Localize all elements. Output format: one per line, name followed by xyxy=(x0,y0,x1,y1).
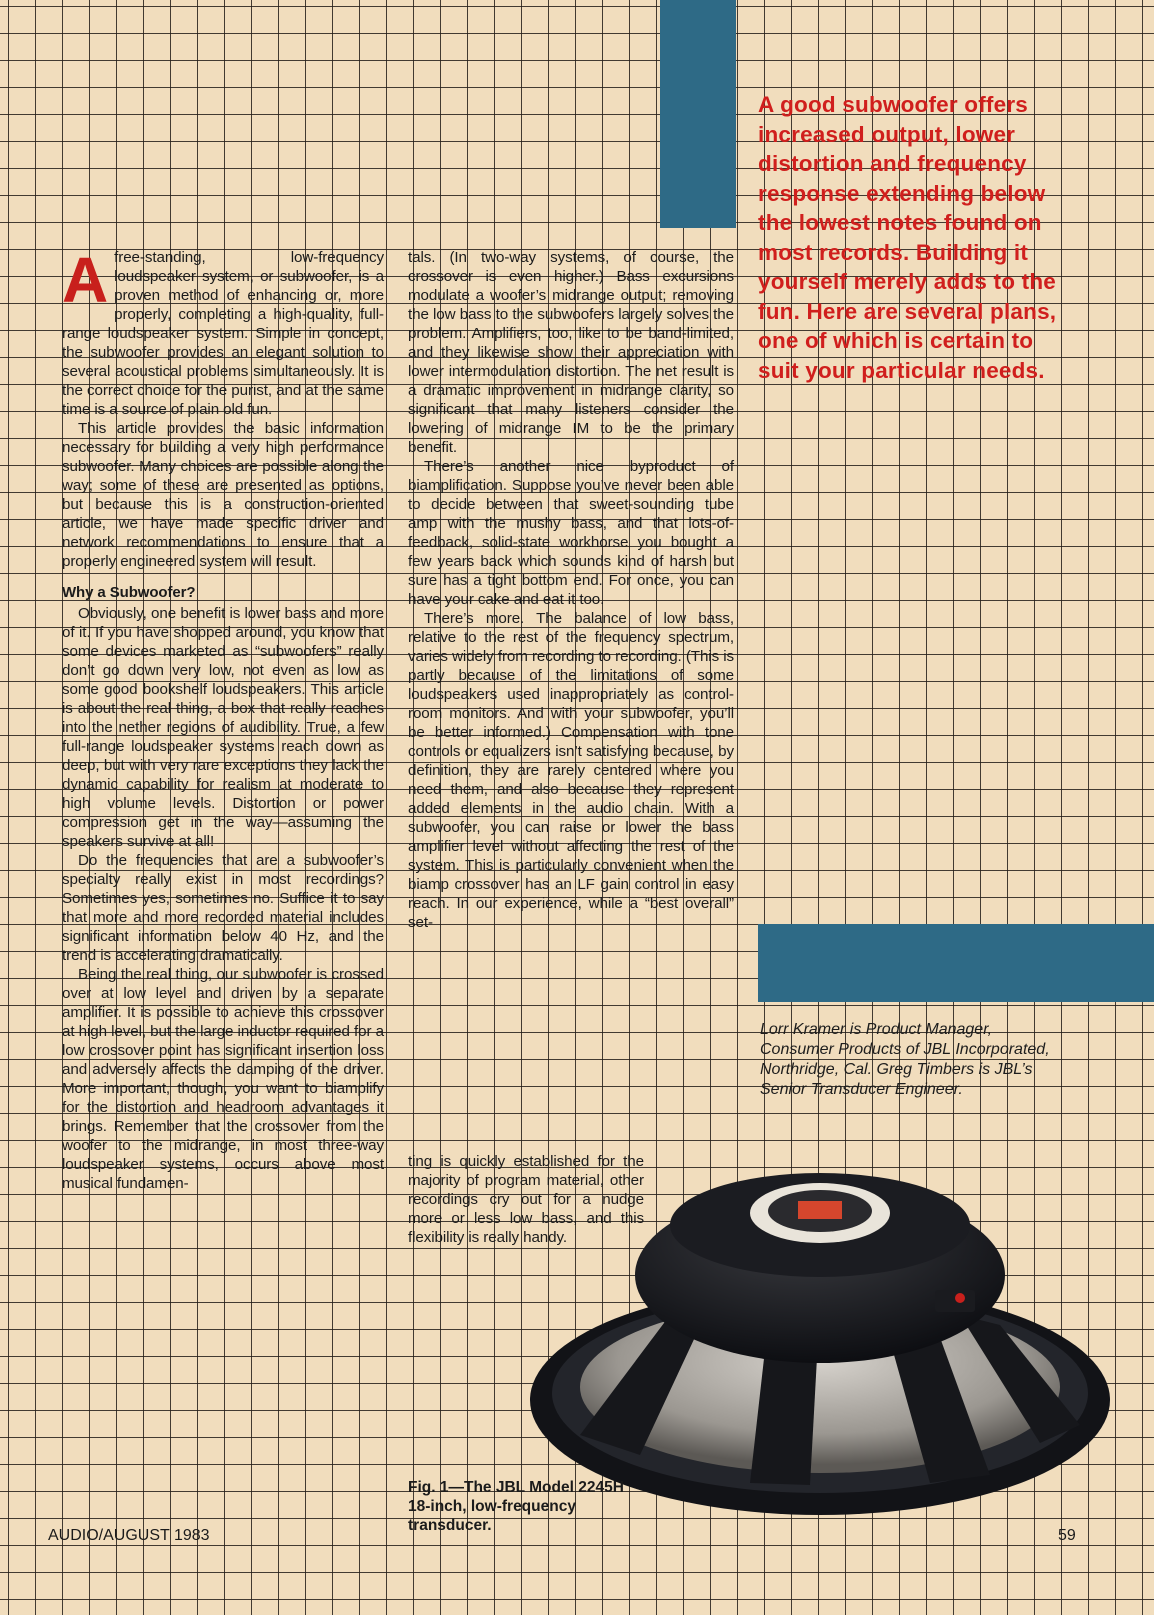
author-credit: Lorr Kramer is Product Manager, Consumer Products of JBL Incorporated, Northridge, Cal. Greg Timbers is JBL’s Senior Transducer Engineer. xyxy=(760,1021,1050,1098)
article-paragraph-6: tals. (In two-way systems, of course, the crossover is even higher.) Bass excursions modulate a woofer’s midrange output; removing the low bass to the subwoofers largely solves the problem. Amplifiers, too, like to be band-limited, and they likewise show their appreciation with lower intermodulation distortion. The net result is a dramatic improvement in midrange clarity, so significant that many listeners consider the lowering of midrange IM to be the primary benefit. xyxy=(408,249,734,456)
article-paragraph-8: There’s more. The balance of low bass, relative to the rest of the frequency spectrum, varies widely from recording to recording. (This is partly because of the limitations of some loudspeakers used inappropriately as control-room monitors. And with your subwoofer, you’ll be better informed.) Compensation with tone controls or equalizers isn’t satisfying because, by definition, they are rarely centered where you need them, and also because they represent added elements in the audio chain. With a subwoofer, you can raise or lower the bass amplifier level without affecting the rest of the system. This is particularly convenient when the biamp crossover has an LF gain control in easy reach. In our experience, while a “best overall” set- xyxy=(408,610,734,931)
article-paragraph-1: Afree-standing, low-frequency loudspeaker system, or subwoofer, is a proven method of enhancing or, more properly, completing a high-quality, full-range loudspeaker system. Simple in concept, the subwoofer provides an elegant solution to several acoustical problems simultaneously. It is the correct choice for the purist, and at the same time is a source of plain old fun. xyxy=(62,244,384,418)
drop-cap: A xyxy=(62,244,109,316)
side-accent-bar xyxy=(758,924,1154,1002)
speaker-photo xyxy=(520,1165,1120,1520)
section-heading: Why a Subwoofer? xyxy=(62,584,196,601)
article-paragraph-5: Being the real thing, our subwoofer is crossed over at low level and driven by a separate amplifier. It is possible to achieve this crossover at high level, but the large inductor required for a low crossover point has significant insertion loss and adversely affects the damping of the driver. More important, though, you want to biamplify for the distortion and headroom advantages it brings. Remember that the crossover from the woofer to the midrange, in most three-way loudspeaker systems, occurs above most musical fundamen- xyxy=(62,966,384,1192)
article-paragraph-2: This article provides the basic information necessary for building a very high performance subwoofer. Many choices are possible along the way; some of these are presented as options, but because this is a construction-oriented article, we have made specific driver and network recommendations to ensure that a properly engineered system will result. xyxy=(62,420,384,570)
article-paragraph-8-cont: ting is quickly established for the majority of program material, other recordings cry out for a nudge more or less low bass, and this flexibility is really handy. xyxy=(408,1153,644,1246)
pull-quote: A good subwoofer offers increased output, lower distortion and frequency response extending below the lowest notes found on most records. Building it yourself merely adds to the fun. Here are several plans, one of which is certain to suit your particular needs. xyxy=(758,92,1057,383)
article-column-middle xyxy=(408,248,734,932)
figure-caption: Fig. 1—The JBL Model 2245H 18-inch, low-frequency transducer. xyxy=(408,1479,624,1534)
page-number: 59 xyxy=(1058,1527,1076,1544)
speaker-magnet xyxy=(635,1173,1005,1363)
speaker-terminal xyxy=(935,1290,975,1312)
article-paragraph-7: There’s another nice byproduct of biamplification. Suppose you’ve never been able to decide between that sweet-sounding tube amp with the mushy bass, and that lots-of-feedback, solid-state workhorse you bought a few years back which sounds kind of harsh but sure has a tight bottom end. For once, you can have your cake and eat it too. xyxy=(408,458,734,608)
article-paragraph-3: Obviously, one benefit is lower bass and more of it. If you have shopped around, you know that some devices marketed as “subwoofers” really don’t go down very low, not even as low as some good bookshelf loudspeakers. This article is about the real thing, a box that really reaches into the nether regions of audibility. True, a few full-range loudspeaker systems reach down as deep, but with very rare exceptions they lack the dynamic capability for realism at moderate to high volume levels. Distortion or power compression get in the way—assuming the speakers survive at all! xyxy=(62,605,384,850)
article-paragraph-4: Do the frequencies that are a subwoofer’s specialty really exist in most recordings? Sometimes yes, sometimes no. Suffice it to say that more and more recorded material includes significant information below 40 Hz, and the trend is accelerating dramatically. xyxy=(62,852,384,964)
article-column-left xyxy=(62,244,384,1193)
footer-publication: AUDIO/AUGUST 1983 xyxy=(48,1527,210,1544)
top-accent-bar xyxy=(660,0,736,228)
